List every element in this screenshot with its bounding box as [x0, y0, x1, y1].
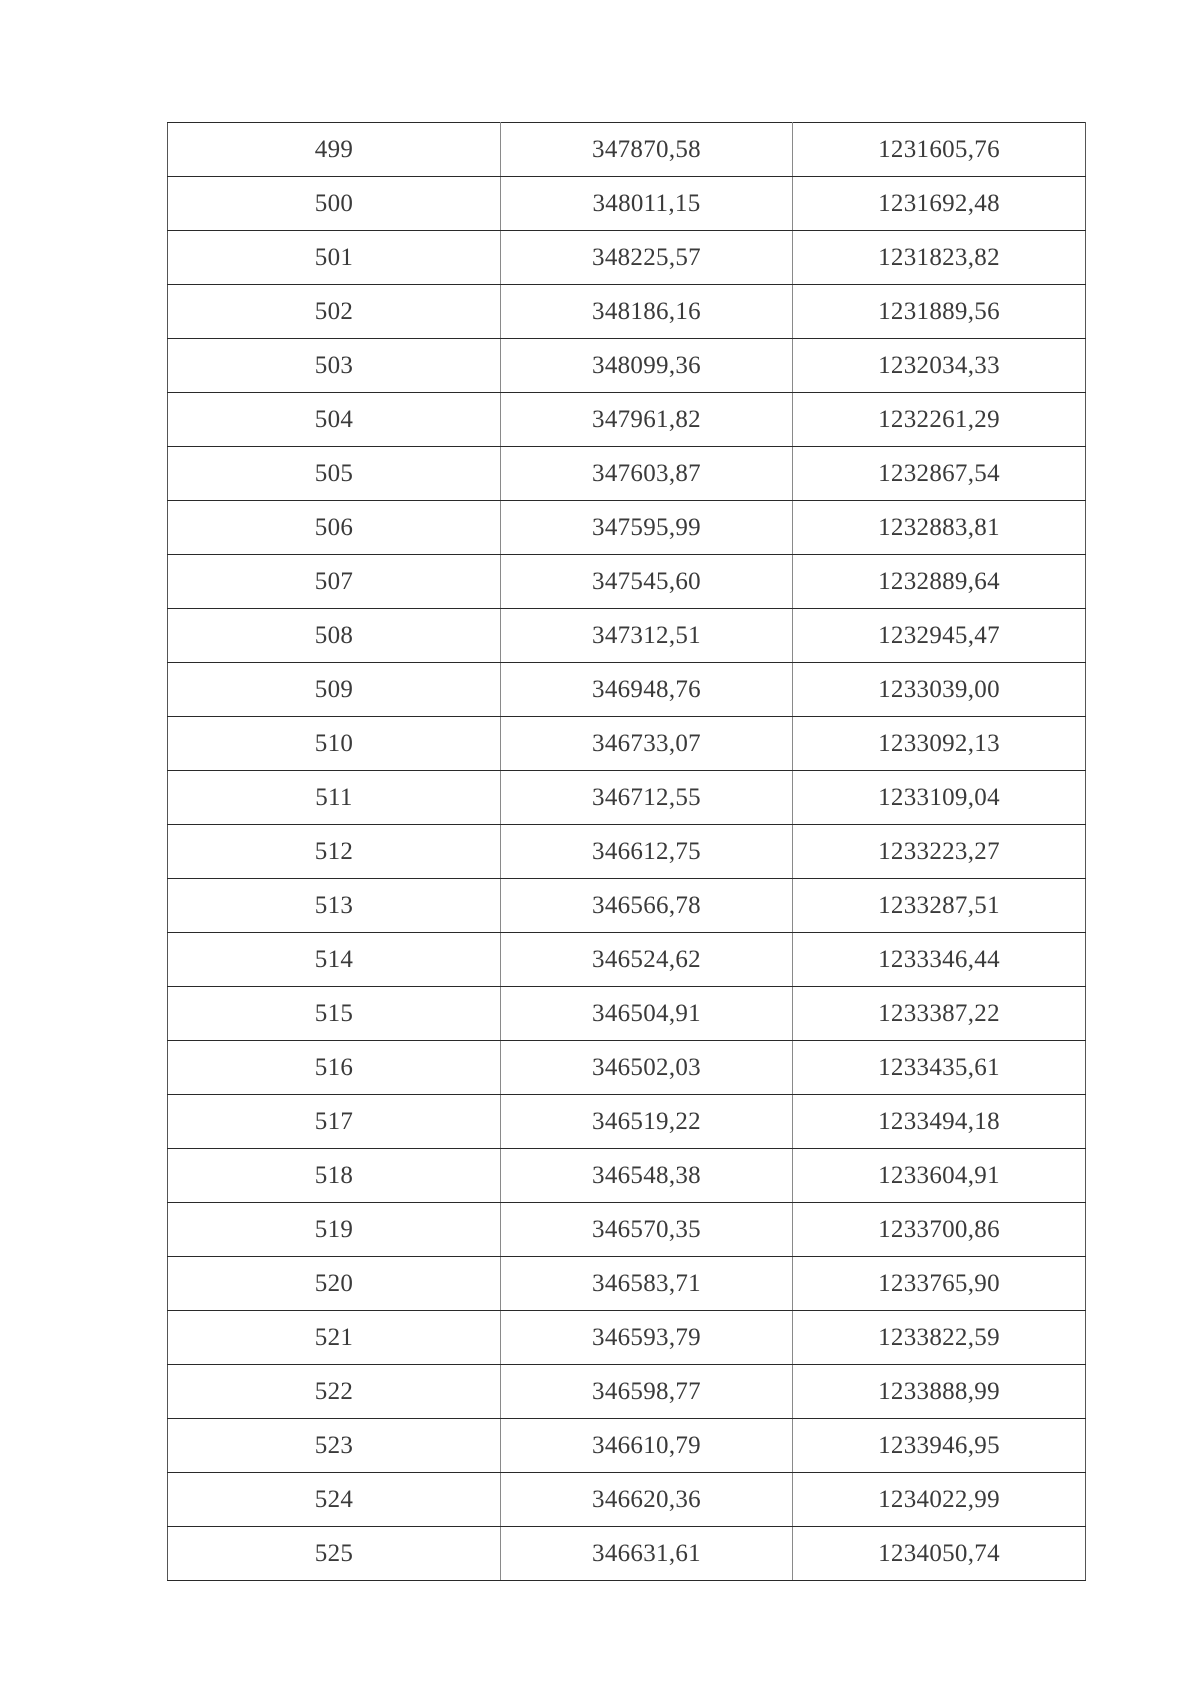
table-row — [168, 987, 1086, 1041]
x-coordinate-cell: 348225,57 — [501, 231, 793, 285]
point-number-cell: 499 — [168, 123, 501, 177]
x-coordinate-cell: 346733,07 — [501, 717, 793, 771]
x-coordinate-cell: 347961,82 — [501, 393, 793, 447]
y-coordinate-cell: 1233822,59 — [793, 1311, 1086, 1365]
point-number-cell: 516 — [168, 1041, 501, 1095]
x-coordinate-cell: 346504,91 — [501, 987, 793, 1041]
y-coordinate-cell: 1232034,33 — [793, 339, 1086, 393]
y-coordinate-cell: 1234022,99 — [793, 1473, 1086, 1527]
x-coordinate-cell: 347312,51 — [501, 609, 793, 663]
point-number-cell: 520 — [168, 1257, 501, 1311]
point-number-cell: 514 — [168, 933, 501, 987]
y-coordinate-cell: 1233346,44 — [793, 933, 1086, 987]
x-coordinate-cell: 346593,79 — [501, 1311, 793, 1365]
table-row — [168, 339, 1086, 393]
x-coordinate-cell: 347870,58 — [501, 123, 793, 177]
table-row — [168, 1257, 1086, 1311]
x-coordinate-cell: 348011,15 — [501, 177, 793, 231]
point-number-cell: 521 — [168, 1311, 501, 1365]
point-number-cell: 518 — [168, 1149, 501, 1203]
x-coordinate-cell: 346631,61 — [501, 1527, 793, 1581]
x-coordinate-cell: 346519,22 — [501, 1095, 793, 1149]
y-coordinate-cell: 1233435,61 — [793, 1041, 1086, 1095]
x-coordinate-cell: 346524,62 — [501, 933, 793, 987]
y-coordinate-cell: 1231823,82 — [793, 231, 1086, 285]
point-number-cell: 506 — [168, 501, 501, 555]
y-coordinate-cell: 1233888,99 — [793, 1365, 1086, 1419]
x-coordinate-cell: 346548,38 — [501, 1149, 793, 1203]
x-coordinate-cell: 348099,36 — [501, 339, 793, 393]
table-row — [168, 1149, 1086, 1203]
point-number-cell: 525 — [168, 1527, 501, 1581]
x-coordinate-cell: 346712,55 — [501, 771, 793, 825]
point-number-cell: 508 — [168, 609, 501, 663]
y-coordinate-cell: 1232883,81 — [793, 501, 1086, 555]
x-coordinate-cell: 346570,35 — [501, 1203, 793, 1257]
y-coordinate-cell: 1233287,51 — [793, 879, 1086, 933]
table-row — [168, 1365, 1086, 1419]
table-row — [168, 123, 1086, 177]
x-coordinate-cell: 346620,36 — [501, 1473, 793, 1527]
point-number-cell: 512 — [168, 825, 501, 879]
point-number-cell: 515 — [168, 987, 501, 1041]
table-row — [168, 1095, 1086, 1149]
point-number-cell: 502 — [168, 285, 501, 339]
point-number-cell: 517 — [168, 1095, 501, 1149]
table-row — [168, 555, 1086, 609]
point-number-cell: 511 — [168, 771, 501, 825]
point-number-cell: 523 — [168, 1419, 501, 1473]
point-number-cell: 510 — [168, 717, 501, 771]
y-coordinate-cell: 1233700,86 — [793, 1203, 1086, 1257]
y-coordinate-cell: 1231692,48 — [793, 177, 1086, 231]
x-coordinate-cell: 346598,77 — [501, 1365, 793, 1419]
y-coordinate-cell: 1233604,91 — [793, 1149, 1086, 1203]
y-coordinate-cell: 1233039,00 — [793, 663, 1086, 717]
y-coordinate-cell: 1231889,56 — [793, 285, 1086, 339]
coordinates-table — [167, 122, 1086, 1581]
point-number-cell: 519 — [168, 1203, 501, 1257]
y-coordinate-cell: 1233387,22 — [793, 987, 1086, 1041]
x-coordinate-cell: 346948,76 — [501, 663, 793, 717]
y-coordinate-cell: 1232945,47 — [793, 609, 1086, 663]
point-number-cell: 501 — [168, 231, 501, 285]
table-row — [168, 771, 1086, 825]
table-row — [168, 501, 1086, 555]
x-coordinate-cell: 346610,79 — [501, 1419, 793, 1473]
y-coordinate-cell: 1233223,27 — [793, 825, 1086, 879]
x-coordinate-cell: 346612,75 — [501, 825, 793, 879]
y-coordinate-cell: 1232889,64 — [793, 555, 1086, 609]
table-row — [168, 285, 1086, 339]
y-coordinate-cell: 1233946,95 — [793, 1419, 1086, 1473]
table-row — [168, 933, 1086, 987]
coordinates-table-body — [168, 123, 1086, 1581]
table-row — [168, 1203, 1086, 1257]
y-coordinate-cell: 1233765,90 — [793, 1257, 1086, 1311]
table-row — [168, 663, 1086, 717]
point-number-cell: 500 — [168, 177, 501, 231]
table-row — [168, 231, 1086, 285]
point-number-cell: 507 — [168, 555, 501, 609]
x-coordinate-cell: 346583,71 — [501, 1257, 793, 1311]
point-number-cell: 505 — [168, 447, 501, 501]
table-row — [168, 393, 1086, 447]
table-row — [168, 879, 1086, 933]
table-row — [168, 1311, 1086, 1365]
table-row — [168, 447, 1086, 501]
x-coordinate-cell: 346502,03 — [501, 1041, 793, 1095]
x-coordinate-cell: 347595,99 — [501, 501, 793, 555]
point-number-cell: 524 — [168, 1473, 501, 1527]
y-coordinate-cell: 1233109,04 — [793, 771, 1086, 825]
x-coordinate-cell: 348186,16 — [501, 285, 793, 339]
point-number-cell: 504 — [168, 393, 501, 447]
point-number-cell: 503 — [168, 339, 501, 393]
y-coordinate-cell: 1234050,74 — [793, 1527, 1086, 1581]
x-coordinate-cell: 347545,60 — [501, 555, 793, 609]
y-coordinate-cell: 1232867,54 — [793, 447, 1086, 501]
point-number-cell: 509 — [168, 663, 501, 717]
table-row — [168, 609, 1086, 663]
table-row — [168, 1041, 1086, 1095]
table-row — [168, 825, 1086, 879]
point-number-cell: 513 — [168, 879, 501, 933]
table-row — [168, 1419, 1086, 1473]
table-row — [168, 1473, 1086, 1527]
y-coordinate-cell: 1232261,29 — [793, 393, 1086, 447]
y-coordinate-cell: 1233494,18 — [793, 1095, 1086, 1149]
point-number-cell: 522 — [168, 1365, 501, 1419]
y-coordinate-cell: 1231605,76 — [793, 123, 1086, 177]
table-row — [168, 717, 1086, 771]
x-coordinate-cell: 346566,78 — [501, 879, 793, 933]
table-row — [168, 177, 1086, 231]
x-coordinate-cell: 347603,87 — [501, 447, 793, 501]
y-coordinate-cell: 1233092,13 — [793, 717, 1086, 771]
table-row — [168, 1527, 1086, 1581]
